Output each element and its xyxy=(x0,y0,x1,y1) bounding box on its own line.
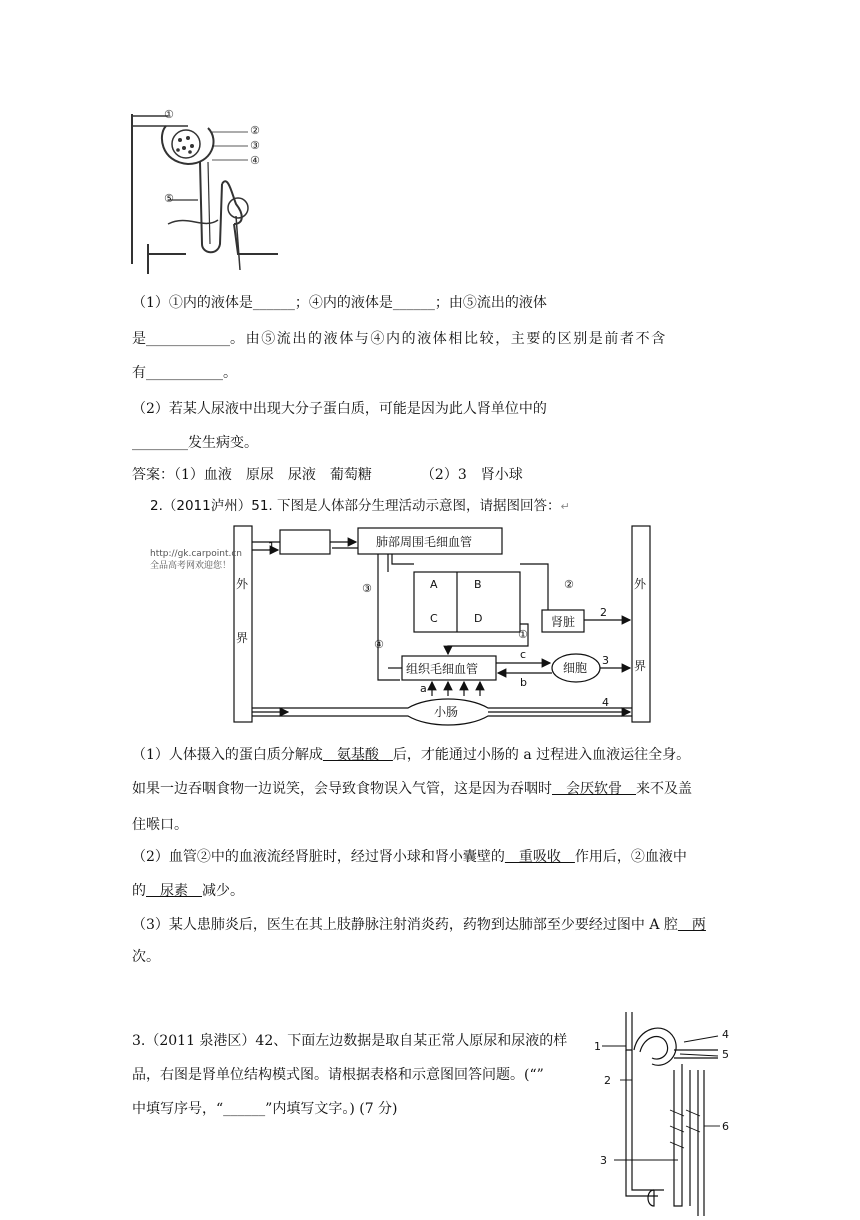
path-label-4: ④ xyxy=(374,638,384,651)
q1-line4-text: （2）若某人尿液中出现大分子蛋白质，可能是因为此人肾单位中的 xyxy=(132,401,547,417)
q1-blank-5[interactable]: ________ xyxy=(132,435,188,451)
q2-p1b-pre: 如果一边吞咽食物一边说笑，会导致食物误入气管，这是因为吞咽时 xyxy=(132,781,552,797)
q1-line-5 xyxy=(132,432,258,452)
q2-p1c: 住喉口。 xyxy=(132,817,188,833)
letter-a: a xyxy=(420,682,427,695)
outside-left-bottom: 界 xyxy=(236,631,249,645)
q1-answer xyxy=(132,464,523,484)
letter-c: c xyxy=(520,648,527,661)
q3-line-1 xyxy=(132,1030,567,1050)
physiology-diagram xyxy=(148,520,660,726)
heart-chamber-c: C xyxy=(430,612,438,625)
cell-label: 细胞 xyxy=(563,661,588,675)
nephron3-label-5: 5 xyxy=(722,1048,729,1061)
heart-chamber-b: B xyxy=(474,578,482,591)
q1-blank-2[interactable]: ______ xyxy=(392,295,435,311)
q2-p1a-post: 后，才能通过小肠的 a 过程进入血液运往全身。 xyxy=(392,747,691,763)
nephron3-label-2: 2 xyxy=(604,1074,611,1087)
q1-line-4 xyxy=(132,398,547,418)
q2-answer-twice[interactable]: 两 xyxy=(677,917,706,933)
q1-line5-rest: 发生病变。 xyxy=(188,435,258,451)
q2-header-text: 2.（2011泸州）51. 下图是人体部分生理活动示意图，请据图回答： xyxy=(150,498,561,514)
path-label-1: ① xyxy=(518,628,528,641)
nephron3-label-4: 4 xyxy=(722,1028,729,1041)
nephron3-label-1: 1 xyxy=(594,1040,601,1053)
outside-left-top: 外 xyxy=(236,577,249,591)
nephron3-label-3: 3 xyxy=(600,1154,607,1167)
q2-p2-line1 xyxy=(132,846,687,866)
q1-line1-prefix: （1）①内的液体是 xyxy=(132,295,253,311)
watermark-text: 全品高考网欢迎您！ xyxy=(150,561,232,571)
q1-line3-rest: 。 xyxy=(223,365,237,381)
q2-p2a-pre: （2）血管②中的血液流经肾脏时，经过肾小球和肾小囊壁的 xyxy=(132,849,505,865)
q3-line2-text: 品，右图是肾单位结构模式图。请根据表格和示意图回答问题。(“” xyxy=(132,1067,544,1083)
q3-line1-text: 3.（2011 泉港区）42、下面左边数据是取自某正常人原尿和尿液的样 xyxy=(132,1033,568,1049)
nephron1-label-4: ④ xyxy=(250,154,260,167)
heart-chamber-a: A xyxy=(430,578,438,591)
q1-line1-mid1: ；④内的液体是 xyxy=(294,295,393,311)
arrow-num-4: 4 xyxy=(602,696,609,709)
physiology-diagram-svg xyxy=(148,520,660,726)
nephron-diagram-1 xyxy=(128,104,288,274)
tissue-capillary-label: 组织毛细血管 xyxy=(406,662,479,676)
q1-answer-text: 答案：（1）血液 原尿 尿液 葡萄糖 （2）3 肾小球 xyxy=(132,467,523,483)
q3-line-2 xyxy=(132,1064,544,1084)
return-mark-icon: ↵ xyxy=(560,500,570,513)
q2-p3a-pre: （3）某人患肺炎后，医生在其上肢静脉注射消炎药，药物到达肺部至少要经过图中 A 腔 xyxy=(132,917,678,933)
q2-p3-line1 xyxy=(132,914,706,934)
heart-chamber-d: D xyxy=(474,612,483,625)
q2-p1-line2 xyxy=(132,778,692,798)
q2-answer-reabsorption[interactable]: 重吸收 xyxy=(504,849,575,865)
q2-answer-epiglottis[interactable]: 会厌软骨 xyxy=(552,781,636,797)
q2-p2-line2 xyxy=(132,880,244,900)
q1-line1-mid2: ；由⑤流出的液体 xyxy=(434,295,547,311)
nephron1-label-2: ② xyxy=(250,124,260,137)
nephron-diagram-1-svg xyxy=(128,104,288,274)
q1-line2-rest: 。由⑤流出的液体与④内的液体相比较，主要的区别是前者不含 xyxy=(230,331,667,347)
q2-p1-line3 xyxy=(132,814,188,834)
q2-answer-urea[interactable]: 尿素 xyxy=(146,883,202,899)
q1-blank-3[interactable]: ____________ xyxy=(146,331,230,347)
outside-right-top: 外 xyxy=(634,577,647,591)
arrow-num-3: 3 xyxy=(602,654,609,667)
q3-line-3 xyxy=(132,1098,398,1118)
nephron-diagram-3 xyxy=(594,1010,744,1216)
lung-capillary-label: 肺部周围毛细血管 xyxy=(376,535,473,549)
q2-p2b-pre: 的 xyxy=(132,883,146,899)
q1-line-1 xyxy=(132,292,547,312)
intestine-label: 小肠 xyxy=(434,705,459,719)
path-label-2: ② xyxy=(564,578,574,591)
nephron-diagram-3-svg xyxy=(594,1010,744,1216)
q2-answer-amino-acid[interactable]: 氨基酸 xyxy=(322,747,393,763)
nephron1-label-1: ① xyxy=(164,108,174,121)
outside-right-bottom: 界 xyxy=(634,659,647,673)
nephron1-label-3: ③ xyxy=(250,139,260,152)
q2-header xyxy=(150,494,570,514)
nephron3-label-6: 6 xyxy=(722,1120,729,1133)
q2-p2a-post: 作用后，②血液中 xyxy=(574,849,687,865)
arrow-num-1: 1 xyxy=(268,540,275,553)
watermark-url: http://gk.carpoint.cn xyxy=(150,549,242,559)
q2-p1-line1 xyxy=(132,744,690,764)
q1-blank-4[interactable]: ___________ xyxy=(146,365,223,381)
arrow-num-2: 2 xyxy=(600,606,607,619)
q2-p1b-post: 来不及盖 xyxy=(636,781,692,797)
q1-line-3 xyxy=(132,362,237,382)
q3-line3-text: 中填写序号，“______”内填写文字。) (7 分) xyxy=(132,1101,398,1117)
q2-p3-line2 xyxy=(132,946,160,966)
q2-p3b: 次。 xyxy=(132,949,160,965)
q1-blank-1[interactable]: ______ xyxy=(252,295,295,311)
letter-b: b xyxy=(520,676,527,689)
kidney-label: 肾脏 xyxy=(551,615,576,629)
q2-p1a-pre: （1）人体摄入的蛋白质分解成 xyxy=(132,747,323,763)
q1-line-2 xyxy=(132,328,667,348)
q1-line2-prefix: 是 xyxy=(132,331,146,347)
q1-line3-prefix: 有 xyxy=(132,365,146,381)
q2-p2b-post: 减少。 xyxy=(202,883,244,899)
path-label-3: ③ xyxy=(362,582,372,595)
nephron1-label-5: ⑤ xyxy=(164,192,174,205)
